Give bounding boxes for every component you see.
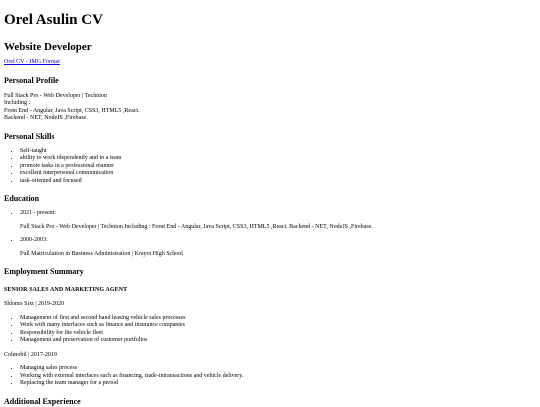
job-company: Shlomo Sixt | 2019-2020 [4,301,65,307]
cv-image-link[interactable]: Orel CV - IMG Format [4,59,60,65]
job-title-heading: Website Developer [4,41,92,53]
education-period: 2021 - present: [20,210,56,216]
job-duty-item: • Management and preservation of customer portfolios [20,337,540,345]
profile-line: Backend - NET, NodeJS ,Firebase. [4,115,88,121]
cv-name-heading: Orel Asulin CV [4,12,103,28]
job-duty-item: • Responsibility for the vehicle fleet [20,330,540,338]
personal-profile-text [4,93,540,123]
skill-item: • Self-taught [20,148,540,156]
education-item [20,237,540,258]
employment-role-heading: SENIOR SALES AND MARKETING AGENT [4,287,128,293]
education-period: 2000-2003: [20,237,48,243]
education-list [4,210,540,258]
additional-experience-heading: Additional Experience [4,396,81,406]
skill-item: • promote tasks in a professional manner [20,163,540,171]
profile-line: Front End - Angular, Java Script, CSS3, HTML5 ,React. [4,107,140,114]
profile-line: Including : [4,100,31,106]
employment-summary-heading: Employment Summary [4,267,84,276]
personal-profile-heading: Personal Profile [4,75,59,85]
skill-item: • ability to work idependently and in a team [20,155,540,163]
education-heading: Education [4,194,40,203]
skill-item: • task-oriented and focused [20,178,540,186]
job-duty-item: • Management of first and second hand leasing vehicle sales processes [20,315,540,323]
personal-skills-heading: Personal Skills [4,131,55,141]
job-duty-item: • Working with external interfaces such as financing, trade-intransactions and vehicle delivery. [20,373,540,381]
job-company: Colmobil | 2017-2019 [4,351,57,358]
job-duty-item: • Managing sales process [20,365,540,373]
profile-line: Full Stack Pro - Web Developer | Technion [4,92,107,99]
job-duties-list [4,315,540,345]
education-item [20,210,540,231]
education-details: Full Matriculation in Business Administration | Krayot High School [20,250,183,257]
cv-link-paragraph [4,59,540,67]
job-duties-list [4,365,540,388]
education-details: Full Stack Pro - Web Developer | Technion Including : Front End - Angular, Java Script, CSS3, HTML5 ,React. Backend - NET, NodeJS ,Firebase. [20,223,373,230]
job-duty-item: • Replacing the team manager for a period [20,380,540,388]
job-duty-item: • Work with many interfaces such as finance and insurance companies [20,322,540,330]
skills-list [4,148,540,186]
skill-item: • excellent interpersonal communication [20,170,540,178]
